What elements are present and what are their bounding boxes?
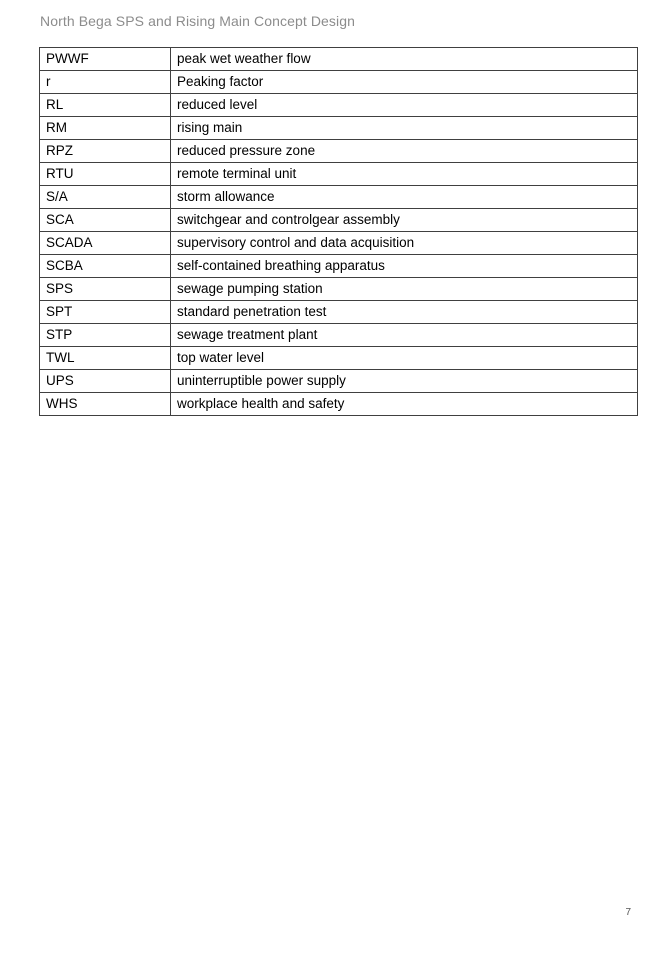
table-row [40,324,638,347]
table-row [40,163,638,186]
abbreviation-cell: RTU [40,163,171,186]
table-row [40,186,638,209]
definition-cell: rising main [171,117,638,140]
page-header-title: North Bega SPS and Rising Main Concept Design [40,13,356,29]
abbreviation-cell: SCADA [40,232,171,255]
definition-cell: standard penetration test [171,301,638,324]
abbreviation-cell: RPZ [40,140,171,163]
abbreviation-cell: RL [40,94,171,117]
definition-cell: remote terminal unit [171,163,638,186]
abbreviation-cell: PWWF [40,48,171,71]
definition-cell: sewage treatment plant [171,324,638,347]
table-row [40,393,638,416]
page-number: 7 [625,907,631,918]
definition-cell: supervisory control and data acquisition [171,232,638,255]
definition-cell: Peaking factor [171,71,638,94]
definition-cell: storm allowance [171,186,638,209]
table-row [40,301,638,324]
definition-cell: reduced pressure zone [171,140,638,163]
definition-cell: top water level [171,347,638,370]
abbreviations-table [39,47,638,416]
abbreviation-cell: SPT [40,301,171,324]
table-row [40,140,638,163]
table-row [40,347,638,370]
abbreviation-cell: r [40,71,171,94]
table-row [40,71,638,94]
table-row [40,278,638,301]
abbreviation-cell: SCBA [40,255,171,278]
abbreviation-cell: SCA [40,209,171,232]
table-row [40,94,638,117]
abbreviation-cell: RM [40,117,171,140]
definition-cell: workplace health and safety [171,393,638,416]
definition-cell: uninterruptible power supply [171,370,638,393]
table-row [40,48,638,71]
definition-cell: peak wet weather flow [171,48,638,71]
abbreviation-cell: WHS [40,393,171,416]
table-row [40,209,638,232]
abbreviation-cell: S/A [40,186,171,209]
table-row [40,232,638,255]
abbreviation-cell: SPS [40,278,171,301]
abbreviations-table-body [40,48,638,416]
definition-cell: reduced level [171,94,638,117]
table-row [40,255,638,278]
definition-cell: sewage pumping station [171,278,638,301]
abbreviation-cell: UPS [40,370,171,393]
abbreviation-cell: STP [40,324,171,347]
table-row [40,370,638,393]
definition-cell: switchgear and controlgear assembly [171,209,638,232]
definition-cell: self-contained breathing apparatus [171,255,638,278]
table-row [40,117,638,140]
abbreviation-cell: TWL [40,347,171,370]
